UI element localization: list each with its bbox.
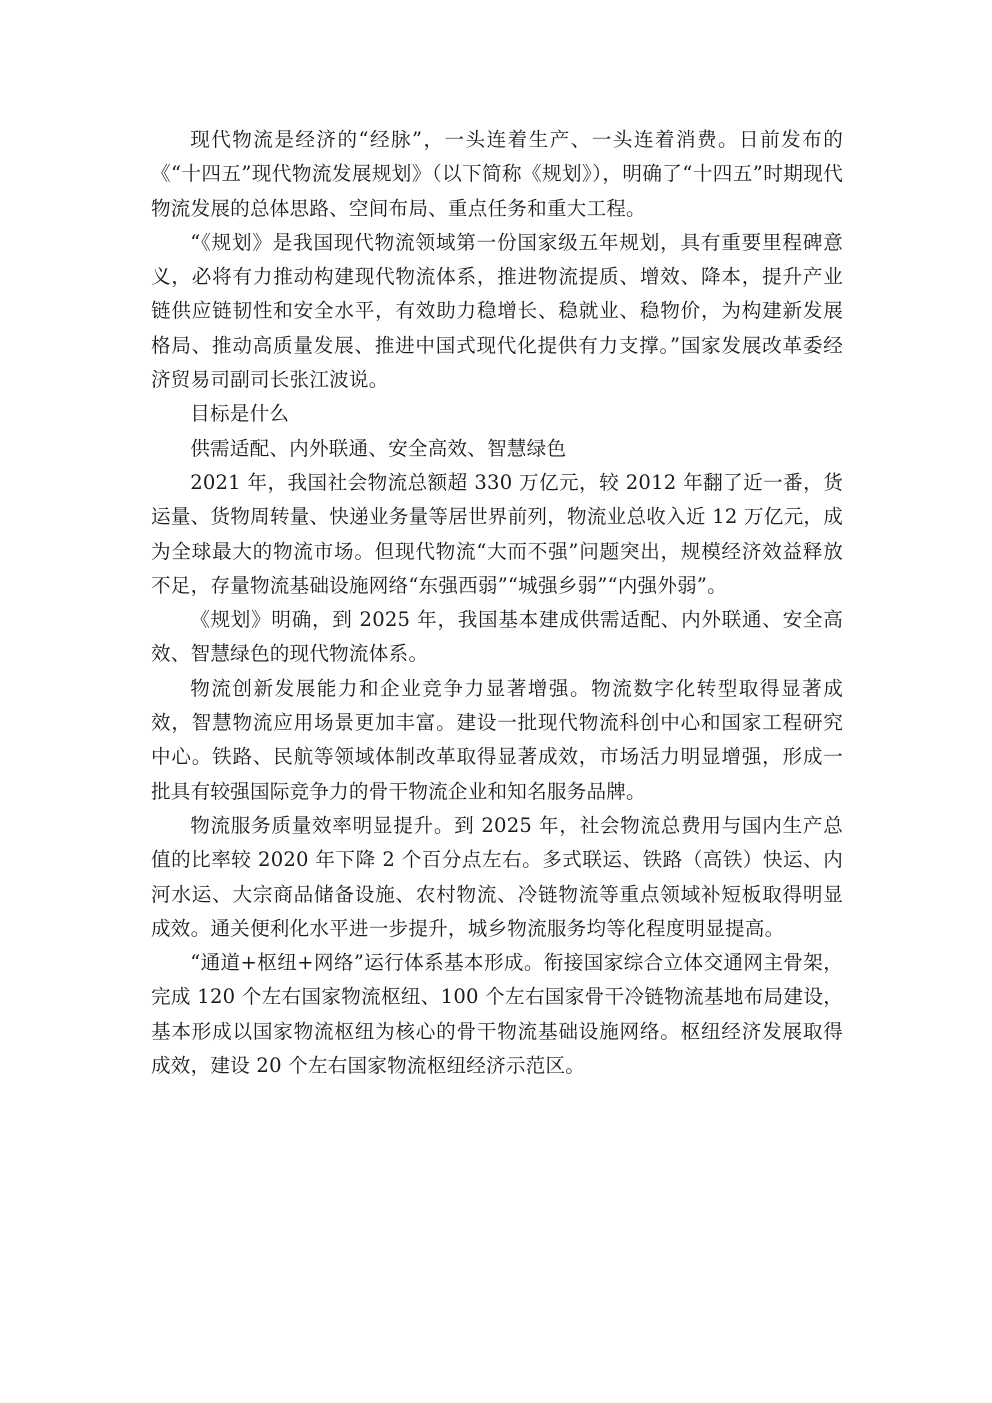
paragraph-service-quality: 物流服务质量效率明显提升。到 2025 年，社会物流总费用与国内生产总值的比率较 2020 年下降 2 个百分点左右。多式联运、铁路（高铁）快运、内河水运、大宗商品储备设施、农村物流、冷链物流等重点领域补短板取得明显成效。通关便利化水平进一步提升，城乡物流服务均等化程度明显提高。	[151, 813, 843, 940]
paragraph-goal: 《规划》明确，到 2025 年，我国基本建成供需适配、内外联通、安全高效、智慧绿色的现代物流体系。	[151, 608, 843, 666]
paragraph-network-system: “通道+枢纽+网络”运行体系基本形成。衔接国家综合立体交通网主骨架，完成 120 个左右国家物流枢纽、100 个左右国家骨干冷链物流基地布局建设，基本形成以国家物流枢纽为核心的骨干物流基础设施网络。枢纽经济发展取得成效，建设 20 个左右国家物流枢纽经济示范区。	[151, 951, 843, 1078]
paragraph-innovation: 物流创新发展能力和企业竞争力显著增强。物流数字化转型取得显著成效，智慧物流应用场景更加丰富。建设一批现代物流科创中心和国家工程研究中心。铁路、民航等领域体制改革取得显著成效，市场活力明显增强，形成一批具有较强国际竞争力的骨干物流企业和知名服务品牌。	[151, 676, 843, 803]
section-heading: 目标是什么	[190, 402, 290, 426]
section-subheading: 供需适配、内外联通、安全高效、智慧绿色	[190, 436, 567, 460]
paragraph-background: 2021 年，我国社会物流总额超 330 万亿元，较 2012 年翻了近一番，货运量、货物周转量、快递业务量等居世界前列，物流业总收入近 12 万亿元，成为全球最大的物流市场。但现代物流“大而不强”问题突出，规模经济效益释放不足，存量物流基础设施网络“东强西弱”“城强乡弱”“内强外弱”。	[151, 470, 843, 597]
article-body	[151, 123, 843, 1083]
paragraph-intro: 现代物流是经济的“经脉”，一头连着生产、一头连着消费。日前发布的《“十四五”现代物流发展规划》（以下简称《规划》），明确了“十四五”时期现代物流发展的总体思路、空间布局、重点任务和重大工程。	[151, 128, 843, 220]
paragraph-quote: “《规划》是我国现代物流领域第一份国家级五年规划，具有重要里程碑意义，必将有力推动构建现代物流体系，推进物流提质、增效、降本，提升产业链供应链韧性和安全水平，有效助力稳增长、稳就业、稳物价，为构建新发展格局、推动高质量发展、推进中国式现代化提供有力支撑。”国家发展改革委经济贸易司副司长张江波说。	[151, 230, 843, 392]
